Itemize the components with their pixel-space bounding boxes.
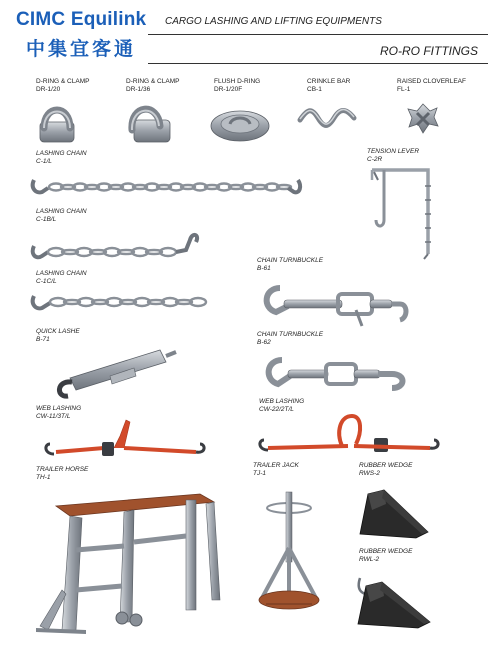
- trailer-jack-image: [256, 488, 322, 612]
- product-code: C-1B/L: [36, 216, 57, 223]
- product-name: TRAILER HORSE: [36, 466, 89, 473]
- web-lashing-cw113tl-image: [40, 418, 210, 462]
- product-code: B-61: [257, 265, 271, 272]
- product-code: RWS-2: [359, 470, 380, 477]
- product-name: WEB LASHING: [259, 398, 305, 405]
- header-divider-bottom: [148, 63, 488, 64]
- product-name: CHAIN TURNBUCKLE: [257, 331, 324, 338]
- product-code: CB-1: [307, 86, 322, 93]
- product-label-quick-lashe: [36, 328, 80, 344]
- product-label-trailer-horse: [36, 466, 88, 482]
- tagline: CARGO LASHING AND LIFTING EQUIPMENTS: [165, 16, 382, 27]
- product-name: CRINKLE BAR: [307, 78, 351, 85]
- web-lashing-cw222tl-image: [254, 410, 446, 456]
- flush-d-ring-image: [208, 104, 272, 144]
- product-name: RUBBER WEDGE: [359, 548, 413, 555]
- product-name: D-RING & CLAMP: [126, 78, 180, 85]
- product-label-d-ring-clamp-2: [126, 78, 179, 94]
- brand-name-chinese: 中集宜客通: [26, 38, 137, 60]
- product-label-flush-d-ring: [214, 78, 260, 94]
- quick-lashe-image: [50, 344, 180, 400]
- product-code: TJ-1: [253, 470, 266, 477]
- product-name: CHAIN TURNBUCKLE: [257, 257, 324, 264]
- product-code: DR-1/20F: [214, 86, 243, 93]
- product-code: CW-22/2T/L: [259, 406, 294, 413]
- brand-name-english: CIMC Equilink: [16, 9, 147, 30]
- product-code: B-71: [36, 336, 50, 343]
- product-label-d-ring-clamp-1: [36, 78, 89, 94]
- section-title: RO-RO FITTINGS: [380, 44, 478, 58]
- product-code: C-1/L: [36, 158, 52, 165]
- d-ring-clamp-image: [34, 100, 84, 146]
- product-code: B-62: [257, 339, 271, 346]
- product-name: LASHING CHAIN: [36, 270, 87, 277]
- chain-turnbuckle-b61-image: [258, 282, 414, 328]
- product-name: D-RING & CLAMP: [36, 78, 90, 85]
- product-name: WEB LASHING: [36, 405, 82, 412]
- product-label-lashing-chain-3: [36, 270, 87, 286]
- product-label-lashing-chain-1: [36, 150, 87, 166]
- product-label-rubber-wedge-1: [359, 462, 412, 478]
- product-label-trailer-jack: [253, 462, 299, 478]
- product-label-crinkle-bar: [307, 78, 350, 94]
- product-name: LASHING CHAIN: [36, 150, 87, 157]
- header-divider-top: [148, 34, 488, 35]
- chain-turnbuckle-b62-image: [262, 356, 408, 392]
- product-code: CW-11/3T/L: [36, 413, 71, 420]
- product-label-lashing-chain-2: [36, 208, 87, 224]
- rubber-wedge-rws2-image: [356, 488, 432, 540]
- rubber-wedge-rwl2-image: [352, 572, 434, 630]
- product-code: C-1C/L: [36, 278, 57, 285]
- product-code: C-2R: [367, 156, 383, 163]
- lashing-chain-c1cl-image: [30, 290, 216, 314]
- product-name: RAISED CLOVERLEAF: [397, 78, 466, 85]
- product-label-chain-turnbuckle-1: [257, 257, 323, 273]
- product-label-rubber-wedge-2: [359, 548, 412, 564]
- lashing-chain-c1bl-image: [30, 228, 202, 262]
- d-ring-clamp-large-image: [124, 100, 176, 146]
- product-code: DR-1/36: [126, 86, 151, 93]
- product-name: RUBBER WEDGE: [359, 462, 413, 469]
- raised-cloverleaf-image: [406, 102, 440, 136]
- tension-lever-image: [368, 166, 434, 262]
- product-name: QUICK LASHE: [36, 328, 80, 335]
- product-code: FL-1: [397, 86, 411, 93]
- product-label-raised-cloverleaf: [397, 78, 466, 94]
- product-name: TRAILER JACK: [253, 462, 299, 469]
- lashing-chain-c1l-image: [30, 176, 302, 198]
- product-code: TH-1: [36, 474, 51, 481]
- product-name: LASHING CHAIN: [36, 208, 87, 215]
- product-label-tension-lever: [367, 148, 419, 164]
- product-name: FLUSH D-RING: [214, 78, 261, 85]
- product-code: RWL-2: [359, 556, 380, 563]
- product-code: DR-1/20: [36, 86, 61, 93]
- product-label-chain-turnbuckle-2: [257, 331, 323, 347]
- product-name: TENSION LEVER: [367, 148, 420, 155]
- crinkle-bar-image: [298, 106, 356, 130]
- trailer-horse-image: [36, 490, 222, 636]
